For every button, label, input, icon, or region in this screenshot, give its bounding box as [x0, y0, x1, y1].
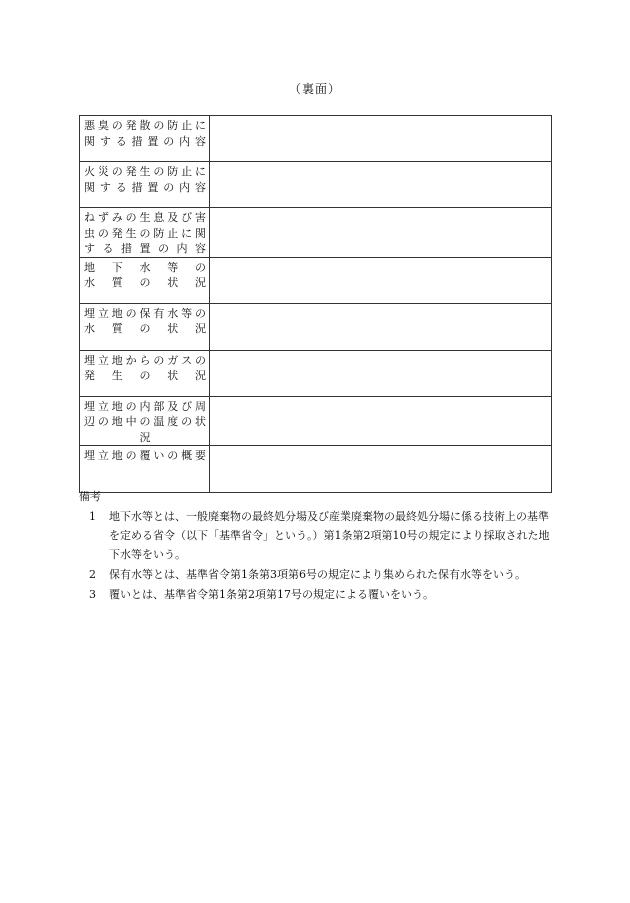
remark-item — [79, 507, 559, 564]
label-line: 悪臭の発散の防止に — [84, 119, 206, 132]
row-label-odor — [80, 116, 210, 162]
row-label-groundwater — [80, 257, 210, 303]
value-cell-odor[interactable] — [210, 116, 552, 162]
remark-number: 3 — [89, 588, 96, 601]
label-line: ねずみの生息及び害 — [84, 211, 206, 224]
label-line: 況 — [139, 430, 151, 444]
label-line: 虫の発生の防止に関 — [84, 226, 206, 240]
label-line: 火災の発生の防止に — [84, 165, 206, 178]
label-line: 埋立地の保有水等の — [84, 306, 206, 320]
row-label-fire — [80, 162, 210, 208]
label-line: 関する措置の内容 — [84, 180, 206, 194]
row-label-retained-water — [80, 303, 210, 350]
value-cell-gas[interactable] — [210, 350, 552, 396]
label-line: 埋立地の覆いの概要 — [84, 449, 206, 462]
label-line: 水質の状況 — [84, 276, 206, 289]
label-line: 埋立地からのガスの — [84, 353, 206, 367]
table-row — [80, 396, 552, 446]
remark-text: 地下水等とは、一般廃棄物の最終処分場及び産業廃棄物の最終処分場に係る技術上の基準を定める省令（以下「基準省令」という。）第1条第2項第10号の規定により採取された地下水等をいう。 — [109, 510, 550, 561]
page-heading: （裏面） — [288, 82, 341, 96]
value-cell-groundwater[interactable] — [210, 257, 552, 303]
table-row — [80, 446, 552, 493]
remark-text: 覆いとは、基準省令第1条第2項第17号の規定による覆いをいう。 — [109, 588, 434, 601]
table-row — [80, 162, 552, 208]
report-table — [79, 115, 552, 493]
remarks-section — [79, 488, 559, 604]
label-line: 埋立地の内部及び周 — [84, 399, 206, 413]
table-row — [80, 257, 552, 303]
label-line: 水質の状況 — [84, 322, 206, 335]
label-line: 発生の状況 — [84, 369, 206, 382]
table-row — [80, 303, 552, 350]
label-line: する措置の内容 — [84, 242, 206, 255]
value-cell-cover[interactable] — [210, 446, 552, 493]
label-line: 地下水等の — [84, 260, 206, 274]
remark-number: 1 — [89, 510, 96, 523]
table-row — [80, 350, 552, 396]
value-cell-pests[interactable] — [210, 208, 552, 258]
value-cell-fire[interactable] — [210, 162, 552, 208]
remark-text: 保有水等とは、基準省令第1条第3項第6号の規定により集められた保有水等をいう。 — [109, 568, 526, 581]
table-row — [80, 116, 552, 162]
value-cell-temperature[interactable] — [210, 396, 552, 446]
row-label-pests — [80, 208, 210, 258]
table-row — [80, 208, 552, 258]
row-label-cover — [80, 446, 210, 493]
remarks-title: 備考 — [79, 490, 101, 503]
value-cell-retained-water[interactable] — [210, 303, 552, 350]
row-label-temperature — [80, 396, 210, 446]
label-line: 関する措置の内容 — [84, 134, 206, 148]
remark-item — [79, 565, 559, 584]
row-label-gas — [80, 350, 210, 396]
remark-number: 2 — [89, 568, 96, 581]
remark-item — [79, 585, 559, 604]
label-line: 辺の地中の温度の状 — [84, 415, 206, 428]
